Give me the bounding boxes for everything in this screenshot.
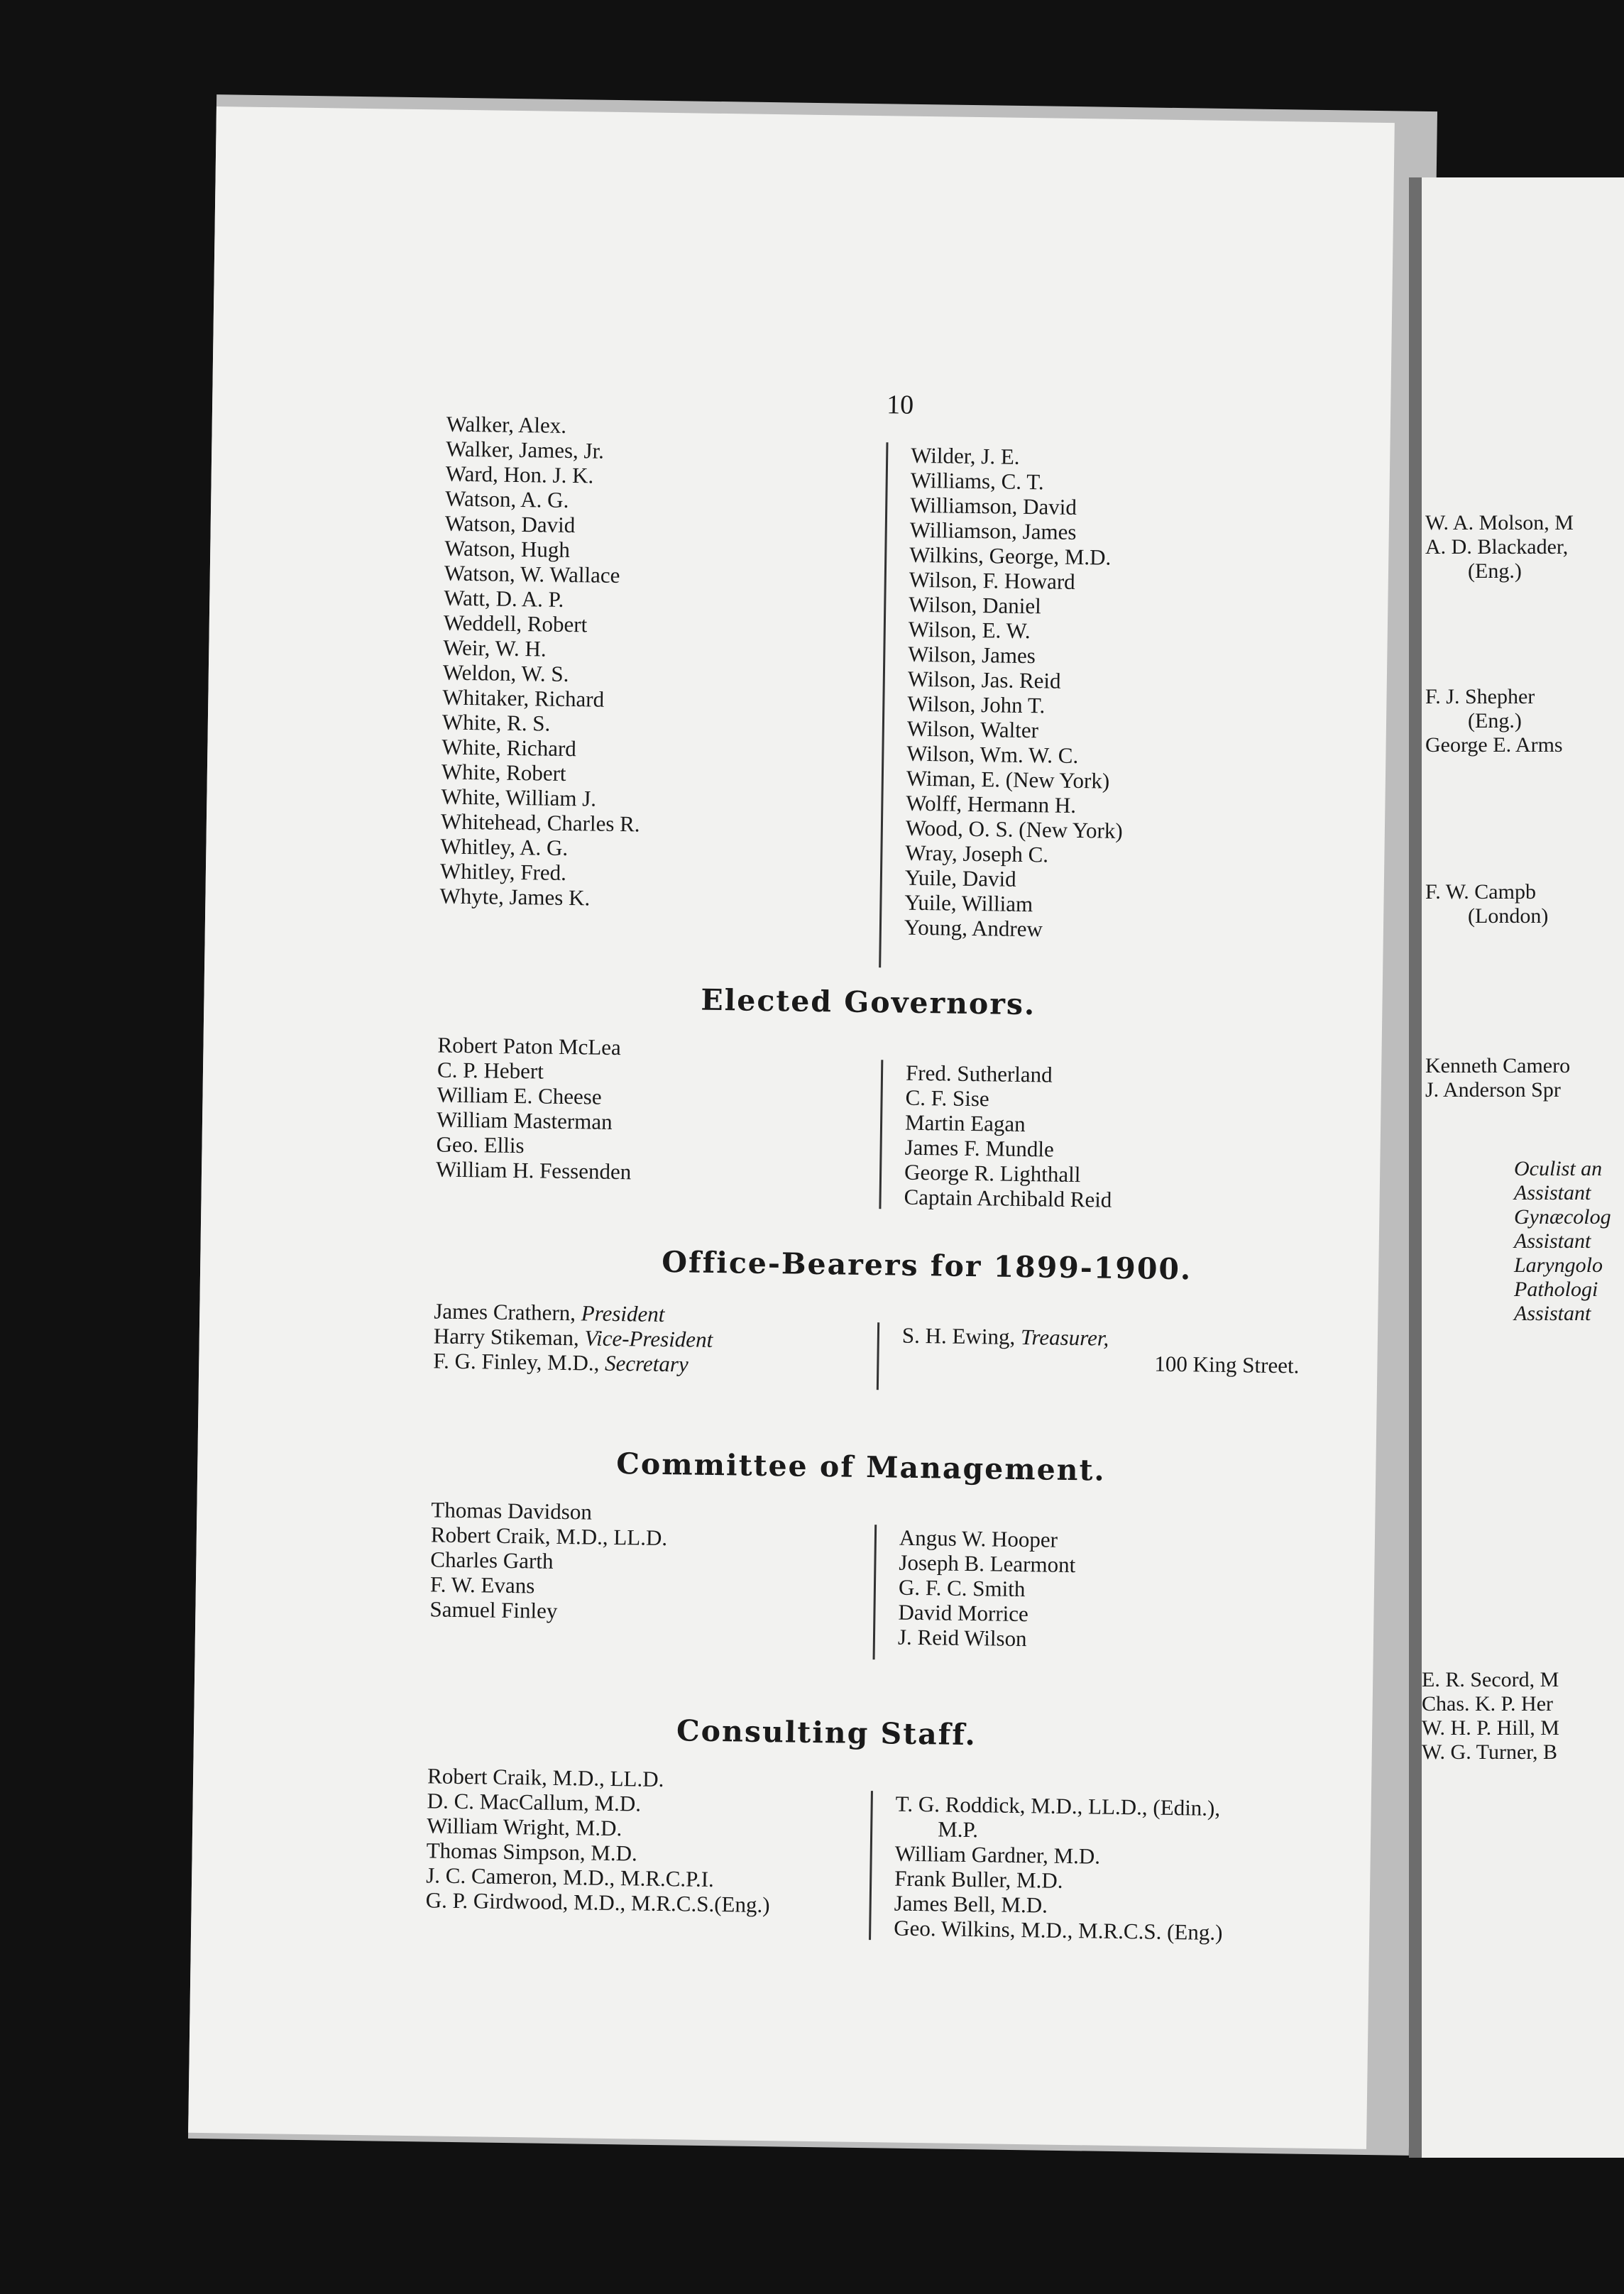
member-name: Yuile, William — [904, 889, 1033, 917]
right-page-line: W. G. Turner, B — [1422, 1740, 1558, 1764]
member-name: Williams, C. T. — [910, 467, 1044, 495]
consulting-staff-member: M.P. — [937, 1816, 979, 1843]
committee-member: Angus W. Hooper — [899, 1525, 1058, 1552]
right-page-line: Chas. K. P. Her — [1422, 1692, 1553, 1716]
consulting-staff-member: James Bell, M.D. — [894, 1890, 1048, 1918]
member-name: Young, Andrew — [904, 914, 1043, 942]
consulting-staff-member: T. G. Roddick, M.D., LL.D., (Edin.), — [895, 1791, 1221, 1821]
member-name: Weir, W. H. — [443, 635, 547, 662]
member-name: Yuile, David — [904, 865, 1016, 891]
member-name: Wilson, Walter — [906, 715, 1039, 743]
right-page-block — [1425, 685, 1563, 757]
right-page-line: F. J. Shepher — [1425, 685, 1535, 708]
column-divider — [877, 1322, 879, 1390]
member-name: Wolff, Hermann H. — [906, 790, 1077, 818]
committee-heading: Committee of Management. — [616, 1447, 1107, 1488]
member-name: White, Richard — [441, 734, 577, 762]
right-page-line: Kenneth Camero — [1425, 1054, 1571, 1077]
right-page-line: (London) — [1468, 904, 1549, 928]
right-page-line: Oculist an — [1514, 1157, 1603, 1180]
committee-left — [429, 1497, 668, 1625]
right-page-line: Assistant — [1514, 1302, 1591, 1325]
member-name: Whyte, James K. — [439, 883, 591, 911]
member-name: Whitley, Fred. — [439, 858, 567, 885]
consulting-staff-member: William Gardner, M.D. — [894, 1840, 1101, 1869]
committee-member: Thomas Davidson — [431, 1497, 593, 1525]
consulting-staff-heading: Consulting Staff. — [676, 1713, 977, 1752]
right-page-line: W. A. Molson, M — [1425, 511, 1574, 534]
consulting-staff-member: J. C. Cameron, M.D., M.R.C.P.I. — [425, 1862, 715, 1892]
right-page-line: E. R. Secord, M — [1422, 1668, 1559, 1691]
governor-name: William H. Fessenden — [435, 1156, 632, 1185]
right-page-line: W. H. P. Hill, M — [1422, 1716, 1559, 1740]
office-bearers-left — [433, 1298, 713, 1376]
right-page-line: A. D. Blackader, — [1425, 535, 1569, 559]
right-page-italic-block — [1514, 1157, 1611, 1326]
column-divider — [879, 442, 888, 967]
member-name: White, Robert — [441, 759, 566, 786]
members-list-right — [904, 443, 1129, 943]
governor-name: Fred. Sutherland — [905, 1060, 1053, 1087]
right-page — [1409, 177, 1624, 2158]
committee-member: J. Reid Wilson — [897, 1624, 1027, 1652]
right-page-block — [1422, 1668, 1559, 1765]
governor-name: James F. Mundle — [904, 1134, 1055, 1162]
member-name: Whitaker, Richard — [442, 684, 605, 712]
governor-name: George R. Lighthall — [904, 1159, 1081, 1187]
right-page-line: Assistant — [1514, 1181, 1591, 1204]
consulting-staff-left — [426, 1763, 772, 1917]
governor-name: William E. Cheese — [437, 1082, 602, 1109]
office-bearers-heading: Office-Bearers for 1899-1900. — [661, 1244, 1192, 1287]
right-page-block — [1425, 880, 1548, 928]
right-page-line: Pathologi — [1514, 1278, 1598, 1301]
consulting-staff-member: Robert Craik, M.D., LL.D. — [427, 1763, 664, 1792]
member-name: Wilder, J. E. — [910, 442, 1020, 469]
member-name: Weldon, W. S. — [442, 659, 569, 687]
committee-member: Joseph B. Learmont — [899, 1549, 1076, 1578]
member-name: Wray, Joseph C. — [905, 840, 1049, 867]
committee-member: David Morrice — [898, 1599, 1029, 1627]
governor-name: C. P. Hebert — [437, 1057, 544, 1084]
member-name: White, R. S. — [441, 709, 551, 736]
member-name: Wilson, Wm. W. C. — [906, 740, 1079, 769]
member-name: Wilson, Jas. Reid — [907, 666, 1061, 693]
consulting-staff-member: D. C. MacCallum, M.D. — [427, 1788, 642, 1816]
consulting-staff-member: William Wright, M.D. — [426, 1813, 622, 1841]
committee-member: Robert Craik, M.D., LL.D. — [430, 1522, 668, 1551]
member-name: Wilson, Daniel — [909, 591, 1041, 619]
committee-member: Charles Garth — [430, 1547, 554, 1574]
governor-name: William Masterman — [436, 1107, 613, 1134]
consulting-staff-member: Thomas Simpson, M.D. — [426, 1838, 638, 1866]
consulting-staff-member: Geo. Wilkins, M.D., M.R.C.S. (Eng.) — [894, 1915, 1223, 1945]
consulting-staff-right — [894, 1791, 1224, 1945]
member-name: Whitley, A. G. — [440, 833, 569, 861]
elected-governors-heading: Elected Governors. — [701, 982, 1036, 1022]
office-bearer: Harry Stikeman, Vice-President — [433, 1323, 713, 1352]
member-name: Wood, O. S. (New York) — [905, 815, 1123, 843]
right-page-line: (Eng.) — [1468, 559, 1522, 583]
member-name: Wilson, James — [908, 641, 1036, 669]
governor-name: Martin Eagan — [904, 1109, 1026, 1137]
right-page-line: F. W. Campb — [1425, 880, 1536, 904]
members-list-left — [439, 412, 645, 911]
member-name: White, William J. — [441, 784, 597, 811]
member-name: Watson, W. Wallace — [444, 560, 620, 588]
consulting-staff-member: Frank Buller, M.D. — [894, 1865, 1063, 1893]
office-bearer: James Crathern, President — [434, 1298, 665, 1327]
member-name: Watson, Hugh — [444, 535, 571, 563]
member-name: Weddell, Robert — [443, 610, 588, 637]
governor-name: Geo. Ellis — [436, 1131, 525, 1158]
right-page-line: Gynæcolog — [1514, 1205, 1611, 1229]
treasurer-entry — [901, 1323, 1300, 1378]
member-name: Watson, A. G. — [445, 485, 569, 512]
treasurer-role: Treasurer, — [1020, 1324, 1109, 1351]
governor-name: C. F. Sise — [905, 1085, 989, 1112]
member-name: Ward, Hon. J. K. — [445, 461, 594, 488]
governor-name: Robert Paton McLea — [437, 1032, 622, 1060]
right-page-line: J. Anderson Spr — [1425, 1078, 1561, 1102]
member-name: Wilkins, George, M.D. — [909, 542, 1112, 570]
member-name: Williamson, David — [910, 492, 1077, 520]
elected-governors-left — [436, 1032, 633, 1184]
committee-member: F. W. Evans — [429, 1571, 535, 1598]
member-name: Williamson, James — [909, 517, 1077, 544]
committee-member: Samuel Finley — [429, 1596, 558, 1623]
treasurer-address: 100 King Street. — [1154, 1351, 1300, 1378]
right-page-line: Laryngolo — [1514, 1253, 1603, 1277]
member-name: Watt, D. A. P. — [444, 585, 564, 612]
member-name: Wilson, E. W. — [908, 616, 1031, 644]
member-name: Wiman, E. (New York) — [906, 765, 1110, 794]
consulting-staff-member: G. P. Girdwood, M.D., M.R.C.S.(Eng.) — [425, 1887, 770, 1918]
column-divider — [879, 1060, 883, 1209]
member-name: Watson, David — [444, 510, 576, 538]
office-bearer: F. G. Finley, M.D., Secretary — [433, 1348, 689, 1377]
right-page-block — [1425, 1054, 1570, 1102]
treasurer-name: S. H. Ewing, — [901, 1322, 1016, 1349]
right-page-block — [1425, 511, 1574, 583]
elected-governors-right — [904, 1060, 1114, 1212]
member-name: Wilson, John T. — [907, 691, 1046, 718]
committee-member: G. F. C. Smith — [898, 1574, 1026, 1602]
right-page-line: (Eng.) — [1468, 709, 1522, 732]
governor-name: Captain Archibald Reid — [904, 1184, 1112, 1212]
committee-right — [898, 1525, 1076, 1652]
member-name: Walker, Alex. — [446, 411, 567, 438]
page-number: 10 — [886, 390, 914, 420]
right-page-line: Assistant — [1514, 1229, 1591, 1253]
column-divider — [869, 1791, 873, 1940]
column-divider — [873, 1525, 877, 1659]
member-name: Walker, James, Jr. — [446, 436, 605, 463]
member-name: Whitehead, Charles R. — [440, 808, 640, 837]
left-page — [188, 106, 1395, 2149]
right-page-line: George E. Arms — [1425, 733, 1563, 757]
member-name: Wilson, F. Howard — [909, 566, 1075, 594]
